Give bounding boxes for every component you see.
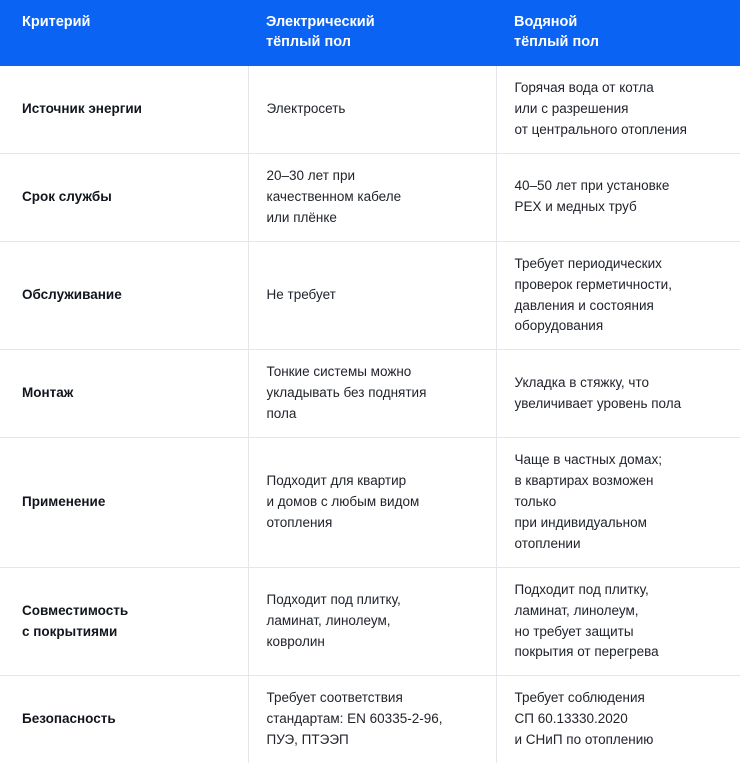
cell-line: стандартам: EN 60335-2-96, bbox=[266, 711, 443, 727]
column-header-electric bbox=[248, 0, 496, 66]
cell-line: при индивидуальном bbox=[514, 514, 647, 530]
table-header-row bbox=[0, 0, 740, 66]
cell-line: Совместимость bbox=[22, 602, 129, 618]
cell-line: ламинат, линолеум, bbox=[266, 613, 391, 629]
cell-line: только bbox=[514, 493, 557, 509]
row-electric-value bbox=[248, 153, 496, 241]
cell-line: но требует защиты bbox=[514, 623, 634, 639]
cell-line: Источник энергии bbox=[22, 101, 142, 117]
row-criterion bbox=[0, 567, 248, 676]
table-row bbox=[0, 66, 740, 153]
row-criterion bbox=[0, 438, 248, 568]
header-line: Критерий bbox=[22, 14, 91, 30]
cell-line: Укладка в стяжку, что bbox=[514, 374, 649, 390]
header-line: тёплый пол bbox=[266, 33, 351, 50]
row-criterion bbox=[0, 676, 248, 763]
cell-line: Требует периодических bbox=[514, 255, 662, 271]
cell-line: отопления bbox=[266, 514, 333, 530]
cell-line: и домов с любым видом bbox=[266, 493, 420, 509]
row-electric-value bbox=[248, 676, 496, 763]
cell-line: ПУЭ, ПТЭЭП bbox=[266, 732, 349, 748]
column-header-water bbox=[496, 0, 740, 66]
row-water-value bbox=[496, 350, 740, 438]
row-criterion bbox=[0, 66, 248, 153]
cell-line: Обслуживание bbox=[22, 287, 122, 303]
table-row bbox=[0, 567, 740, 676]
cell-line: качественном кабеле bbox=[266, 188, 402, 204]
cell-line: Подходит под плитку, bbox=[266, 592, 401, 608]
row-water-value bbox=[496, 241, 740, 350]
cell-line: Подходит под плитку, bbox=[514, 581, 649, 597]
row-electric-value bbox=[248, 241, 496, 350]
cell-line: укладывать без поднятия bbox=[266, 385, 427, 401]
cell-line: Монтаж bbox=[22, 385, 74, 401]
cell-line: ламинат, линолеум, bbox=[514, 602, 639, 618]
row-water-value bbox=[496, 676, 740, 763]
cell-line: ковролин bbox=[266, 634, 325, 650]
row-criterion bbox=[0, 350, 248, 438]
cell-line: или плёнке bbox=[266, 209, 337, 225]
cell-line: 20–30 лет при bbox=[266, 167, 356, 183]
column-header-criterion bbox=[0, 0, 248, 66]
cell-line: Требует соответствия bbox=[266, 690, 403, 706]
row-water-value bbox=[496, 438, 740, 568]
cell-line: отоплении bbox=[514, 535, 581, 551]
header-line: Водяной bbox=[514, 14, 578, 30]
cell-line: с покрытиями bbox=[22, 623, 118, 639]
cell-line: оборудования bbox=[514, 318, 604, 334]
cell-line: проверок герметичности, bbox=[514, 276, 672, 292]
cell-line: Тонкие системы можно bbox=[266, 364, 412, 380]
table-row bbox=[0, 241, 740, 350]
cell-line: в квартирах возможен bbox=[514, 473, 654, 489]
table-row bbox=[0, 438, 740, 568]
cell-line: Чаще в частных домах; bbox=[514, 452, 662, 468]
cell-line: покрытия от перегрева bbox=[514, 644, 659, 660]
cell-line: пола bbox=[266, 406, 297, 422]
row-electric-value bbox=[248, 66, 496, 153]
cell-line: Подходит для квартир bbox=[266, 473, 407, 489]
cell-line: Безопасность bbox=[22, 711, 116, 727]
cell-line: Срок службы bbox=[22, 188, 112, 204]
row-water-value bbox=[496, 567, 740, 676]
table-header bbox=[0, 0, 740, 66]
row-criterion bbox=[0, 241, 248, 350]
cell-line: Электросеть bbox=[266, 101, 346, 117]
cell-line: или с разрешения bbox=[514, 101, 629, 117]
cell-line: увеличивает уровень пола bbox=[514, 395, 682, 411]
row-water-value bbox=[496, 66, 740, 153]
row-criterion bbox=[0, 153, 248, 241]
row-electric-value bbox=[248, 438, 496, 568]
header-line: Электрический bbox=[266, 14, 375, 30]
header-line: тёплый пол bbox=[514, 33, 599, 50]
row-electric-value bbox=[248, 567, 496, 676]
cell-line: и СНиП по отоплению bbox=[514, 732, 654, 748]
row-water-value bbox=[496, 153, 740, 241]
cell-line: PEX и медных труб bbox=[514, 199, 637, 215]
cell-line: Требует соблюдения bbox=[514, 690, 645, 706]
cell-line: от центрального отопления bbox=[514, 121, 687, 137]
table-row bbox=[0, 153, 740, 241]
cell-line: Применение bbox=[22, 493, 106, 509]
table-body bbox=[0, 66, 740, 763]
cell-line: Не требует bbox=[266, 287, 336, 303]
cell-line: СП 60.13330.2020 bbox=[514, 711, 628, 727]
table-row bbox=[0, 676, 740, 763]
cell-line: Горячая вода от котла bbox=[514, 80, 654, 96]
cell-line: давления и состояния bbox=[514, 297, 654, 313]
cell-line: 40–50 лет при установке bbox=[514, 178, 670, 194]
row-electric-value bbox=[248, 350, 496, 438]
table-row bbox=[0, 350, 740, 438]
